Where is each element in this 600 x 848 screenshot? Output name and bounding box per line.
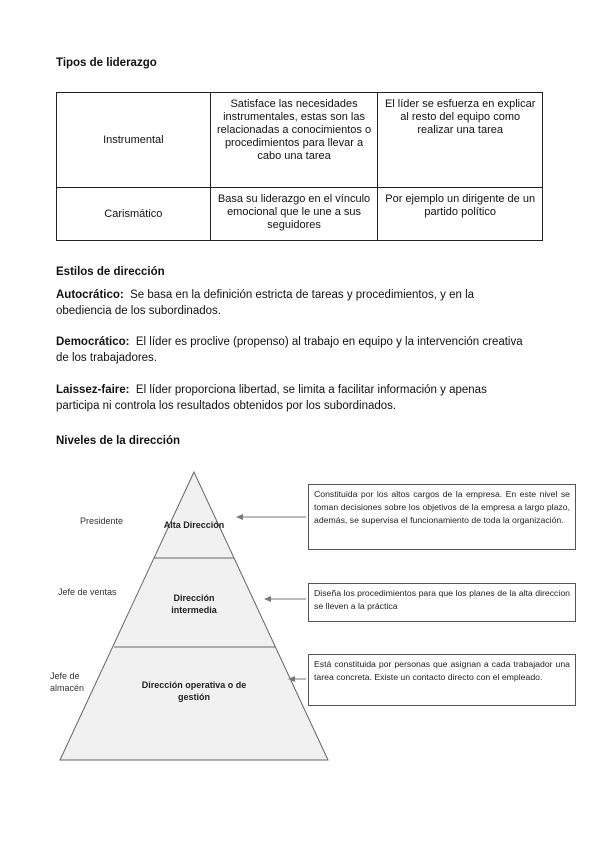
heading-levels: Niveles de la dirección — [56, 435, 181, 447]
table-cell-example: Por ejemplo un dirigente de un partido político — [378, 188, 543, 241]
heading-styles: Estilos de dirección — [56, 266, 165, 278]
pyramid-level-operativa: Dirección operativa o de gestión — [141, 680, 247, 702]
style-term: Laissez-faire: — [56, 384, 130, 396]
style-text: El líder proporciona libertad, se limita a facilitar información y apenas participa ni controla los resultados obtenidos por los subordinados. — [56, 384, 487, 412]
style-text: Se basa en la definición estricta de tareas y procedimientos, y en la obediencia de los subordinados. — [56, 289, 475, 317]
level-description-intermedia: Diseña los procedimientos para que los planes de la alta direccion se lleven a la práctica — [308, 583, 576, 622]
role-jefe-ventas: Jefe de ventas — [58, 587, 117, 597]
level-description-alta: Constituida por los altos cargos de la empresa. En este nivel se toman decisiones sobre los objetivos de la empresa a largo plazo, además, se supervisa el funcionamiento de toda la organización. — [308, 484, 576, 550]
style-term: Autocrático: — [56, 289, 124, 301]
table-cell-description: Satisface las necesidades instrumentales, estas son las relacionadas a conocimientos o procedimientos para llevar a cabo una tarea — [210, 93, 378, 188]
arrow-head — [264, 596, 271, 602]
table-cell-name: Instrumental — [57, 93, 211, 188]
pyramid-level-alta: Alta Dirección — [163, 520, 225, 530]
table-cell-description: Basa su liderazgo en el vínculo emocional que le une a sus seguidores — [210, 188, 378, 241]
role-presidente: Presidente — [80, 516, 124, 526]
style-term: Democrático: — [56, 336, 130, 348]
table-cell-name: Carismático — [57, 188, 211, 241]
role-jefe-almacen: Jefe de almacén — [50, 671, 85, 693]
table-cell-example: El líder se esfuerza en explicar al resto del equipo como realizar una tarea — [378, 93, 543, 188]
style-text: El líder es proclive (propenso) al trabajo en equipo y la intervención creativa de los trabajadores. — [56, 336, 523, 364]
pyramid-level-intermedia: Dirección intermedia — [171, 593, 217, 615]
heading-types: Tipos de liderazgo — [56, 57, 157, 69]
arrow-head — [236, 514, 243, 520]
level-description-operativa: Está constituida por personas que asignan a cada trabajador una tarea concreta. Existe un contacto directo con el empleado. — [308, 654, 576, 706]
